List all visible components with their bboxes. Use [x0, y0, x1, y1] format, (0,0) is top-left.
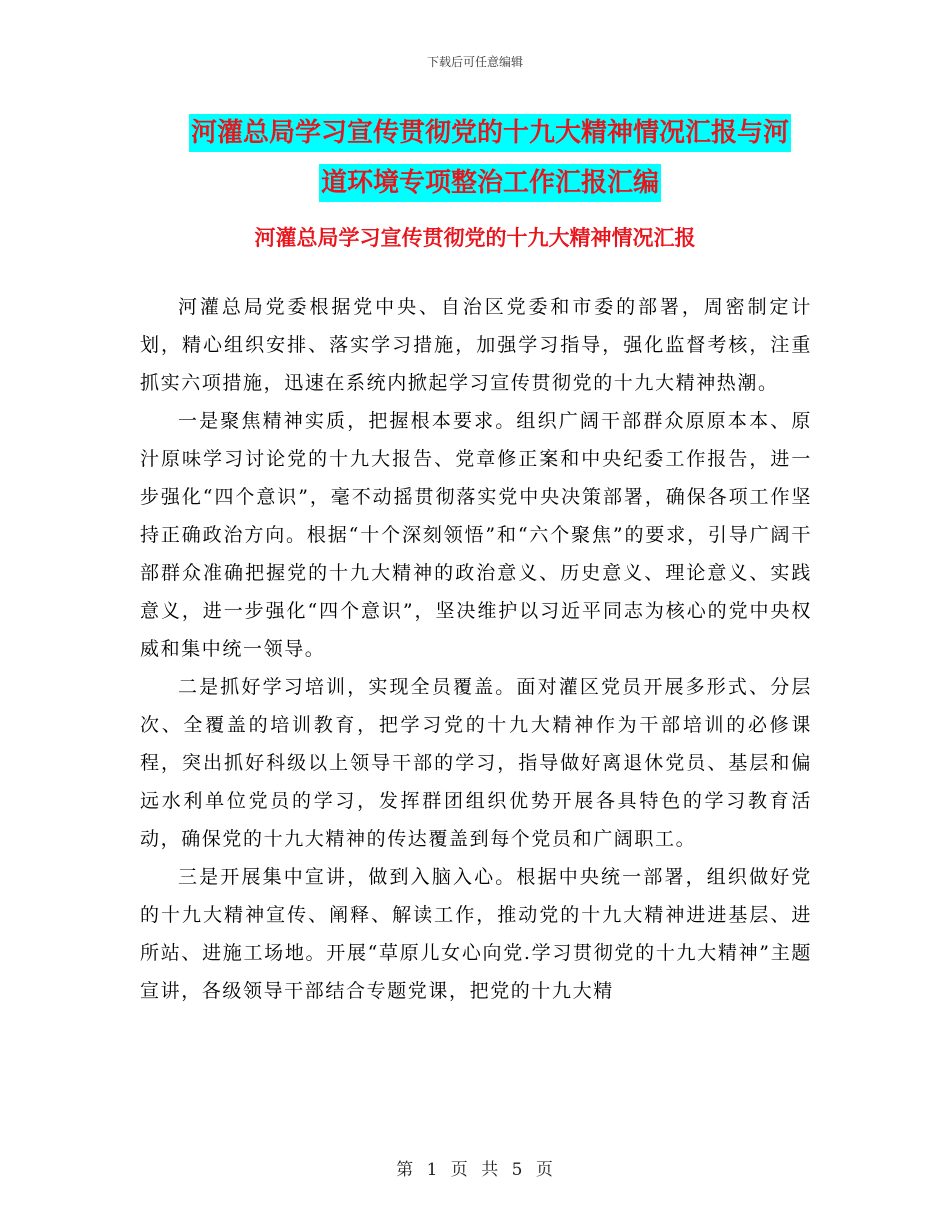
title-line-1: 河灌总局学习宣传贯彻党的十九大精神情况汇报与河 [189, 114, 791, 152]
paragraph: 二是抓好学习培训，实现全员覆盖。面对灌区党员开展多形式、分层次、全覆盖的培训教育，把学习党的十九大精神作为干部培训的必修课程，突出抓好科级以上领导干部的学习，指导做好离退休党员、基层和偏远水利单位党员的学习，发挥群团组织优势开展各具特色的学习教育活动，确保党的十九大精神的传达覆盖到每个党员和广阔职工。 [140, 676, 812, 850]
body-text [140, 288, 812, 1010]
header-note: 下载后可任意编辑 [426, 55, 523, 69]
section-title: 河灌总局学习宣传贯彻党的十九大精神情况汇报 [254, 226, 696, 250]
paragraph: 三是开展集中宣讲，做到入脑入心。根据中央统一部署，组织做好党的十九大精神宣传、阐释、解读工作，推动党的十九大精神进进基层、进所站、进施工场地。开展“草原儿女心向党.学习贯彻党的十九大精神”主题宣讲，各级领导干部结合专题党课，把党的十九大精 [140, 866, 812, 1002]
page-footer: 第 1 页 共 5 页 [396, 1160, 554, 1180]
document-title [130, 108, 850, 208]
paragraph: 一是聚焦精神实质，把握根本要求。组织广阔干部群众原原本本、原汁原味学习讨论党的十九大报告、党章修正案和中央纪委工作报告，进一步强化“四个意识”，毫不动摇贯彻落实党中央决策部署，确保各项工作坚持正确政治方向。根据“十个深刻领悟”和“六个聚焦”的要求，引导广阔干部群众准确把握党的十九大精神的政治意义、历史意义、理论意义、实践意义，进一步强化“四个意识”，坚决维护以习近平同志为核心的党中央权威和集中统一领导。 [140, 410, 812, 660]
paragraph: 河灌总局党委根据党中央、自治区党委和市委的部署，周密制定计划，精心组织安排、落实学习措施，加强学习指导，强化监督考核，注重抓实六项措施，迅速在系统内掀起学习宣传贯彻党的十九大精神热潮。 [140, 296, 812, 394]
title-line-2: 道环境专项整治工作汇报汇编 [319, 164, 661, 202]
